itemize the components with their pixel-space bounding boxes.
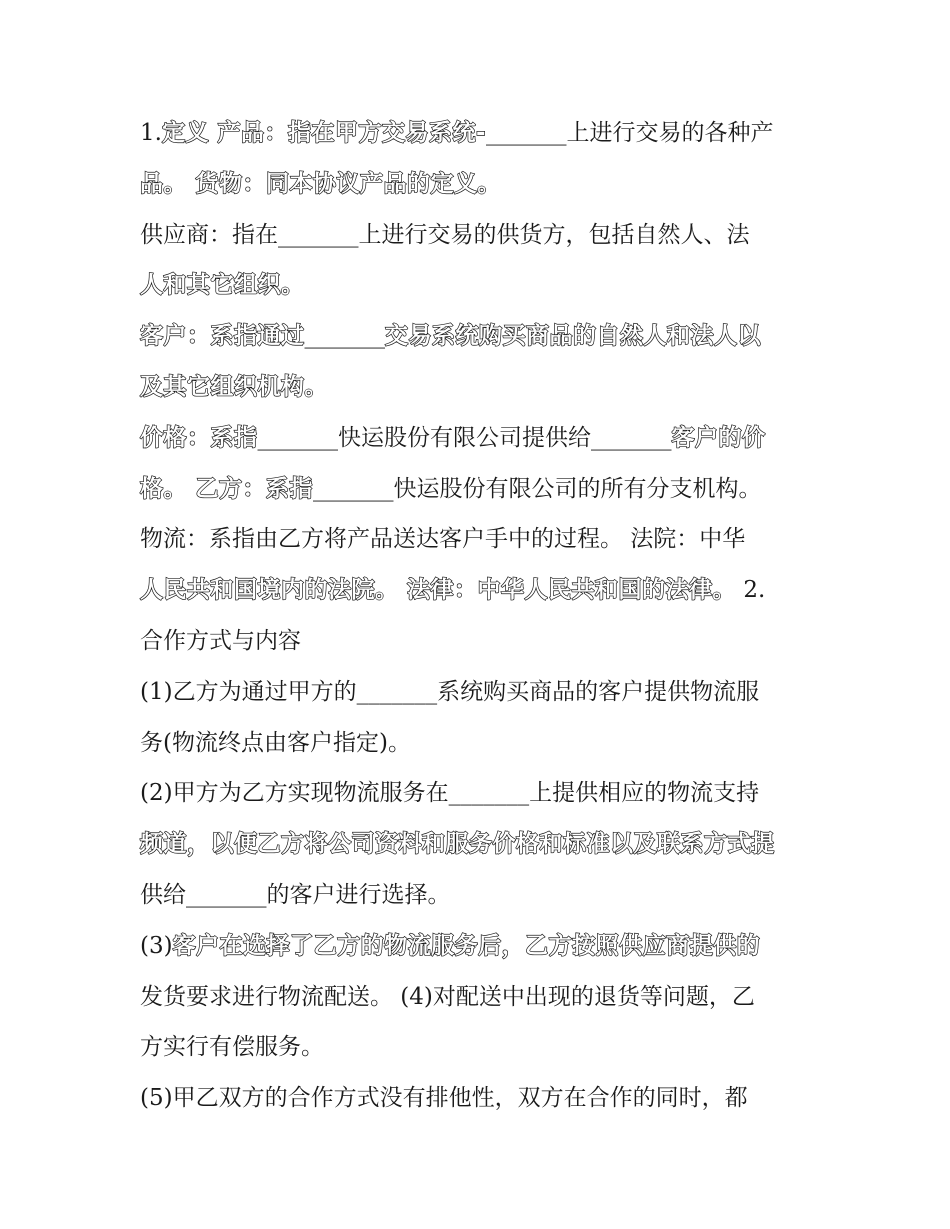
text-line bbox=[140, 1073, 820, 1124]
document-body bbox=[140, 108, 820, 1124]
text-segment: 物流：系指由乙方将产品送达客户手中的过程。 法院：中华 bbox=[140, 526, 746, 553]
text-segment: (2)甲方为乙方实现物流服务在_______上提供相应的物流支持 bbox=[140, 780, 760, 807]
outlined-text-segment: 交易系统购买商品的自然人和法人以 bbox=[385, 323, 761, 350]
outlined-text-segment: 价格：系指 bbox=[140, 424, 258, 451]
text-line bbox=[140, 870, 820, 921]
outlined-text-segment: 客户：系指通过 bbox=[140, 323, 305, 350]
text-segment: (1)乙方为通过甲方的_______系统购买商品的客户提供物流服 bbox=[140, 678, 760, 705]
text-segment: 合作方式与内容 bbox=[140, 627, 301, 654]
outlined-text-segment: 定义 产品：指在甲方交易系统- bbox=[161, 120, 487, 146]
text-line bbox=[140, 1022, 820, 1073]
text-segment: 发货要求进行物流配送。 (4)对配送中出现的退货等问题，乙 bbox=[140, 983, 755, 1010]
text-line bbox=[140, 565, 820, 616]
outlined-text-segment: 客户的价 bbox=[671, 424, 766, 451]
text-line bbox=[140, 768, 820, 819]
text-line bbox=[140, 260, 820, 311]
text-segment: 1. bbox=[140, 120, 162, 146]
text-line bbox=[140, 362, 820, 413]
text-line bbox=[140, 718, 820, 769]
text-segment: 供应商：指在_______上进行交易的供货方，包括自然人、法 bbox=[140, 221, 750, 248]
text-segment: 2. bbox=[736, 577, 766, 604]
text-segment: 供给_______的客户进行选择。 bbox=[140, 881, 451, 908]
outlined-text-segment: 格。 乙方：系指 bbox=[140, 475, 314, 502]
text-line bbox=[140, 819, 820, 870]
outlined-text-segment: 人民共和国境内的法院。 法律：中华人民共和国的法律。 bbox=[140, 577, 737, 604]
text-line bbox=[140, 514, 820, 565]
text-segment: _______ bbox=[304, 323, 385, 350]
text-segment: (3) bbox=[140, 932, 173, 959]
text-line bbox=[140, 616, 820, 667]
outlined-text-segment: 客户在选择了乙方的物流服务后，乙方按照供应商提供的 bbox=[172, 932, 761, 959]
text-segment: _______快运股份有限公司的所有分支机构。 bbox=[313, 475, 762, 502]
text-line bbox=[140, 108, 820, 159]
text-segment: 务(物流终点由客户指定)。 bbox=[140, 729, 411, 756]
text-line bbox=[140, 921, 820, 972]
text-segment: 方实行有偿服务。 bbox=[140, 1034, 324, 1061]
text-line bbox=[140, 972, 820, 1023]
text-segment: _______快运股份有限公司提供给_______ bbox=[257, 424, 672, 451]
text-line bbox=[140, 311, 820, 362]
text-segment: _______上进行交易的各种产 bbox=[486, 120, 774, 146]
outlined-text-segment: 频道，以便乙方将公司资料和服务价格和标准以及联系方式提 bbox=[140, 831, 775, 858]
outlined-text-segment: 人和其它组织。 bbox=[140, 272, 305, 299]
text-line bbox=[140, 413, 820, 464]
text-segment: (5)甲乙双方的合作方式没有排他性，双方在合作的同时，都 bbox=[140, 1085, 748, 1112]
outlined-text-segment: 品。 货物：同本协议产品的定义。 bbox=[140, 170, 502, 197]
text-line bbox=[140, 464, 820, 515]
text-line bbox=[140, 159, 820, 210]
text-line bbox=[140, 667, 820, 718]
outlined-text-segment: 及其它组织机构。 bbox=[140, 373, 328, 400]
text-line bbox=[140, 210, 820, 261]
